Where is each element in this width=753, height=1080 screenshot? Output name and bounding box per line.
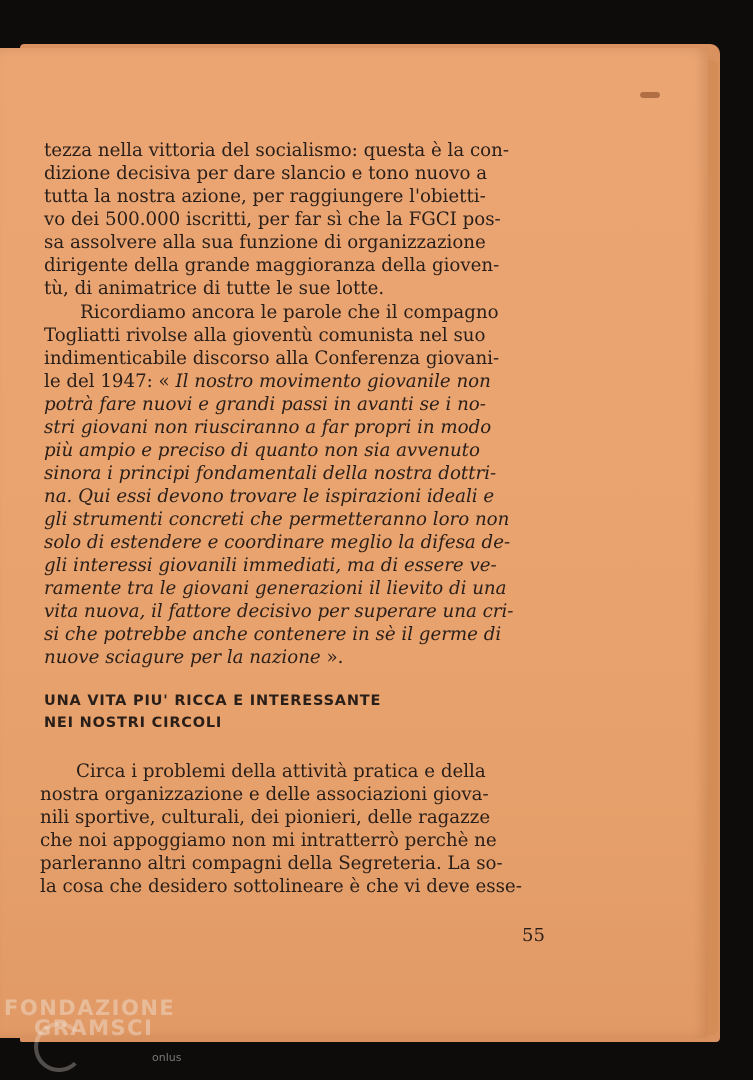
text-line: tutta la nostra azione, per raggiungere l'obietti- (44, 186, 486, 207)
text-line: indimenticabile discorso alla Conferenza giovani- (44, 348, 500, 369)
page-number: 55 (522, 925, 545, 946)
quote-line: potrà fare nuovi e grandi passi in avanti se i no- (44, 394, 486, 415)
quote-text: Il nostro movimento giovanile non (175, 371, 491, 392)
watermark-g-icon (34, 1022, 84, 1072)
section-heading (44, 690, 381, 734)
quote-line: nuove sciagure per la nazione (44, 647, 321, 668)
text-line: nostra organizzazione e delle associazioni giova- (40, 784, 489, 805)
text-line: dizione decisiva per dare slancio e tono nuovo a (44, 163, 488, 184)
watermark-suffix: onlus (152, 1051, 182, 1064)
text-line: che noi appoggiamo non mi intratterrò perchè ne (40, 830, 497, 851)
text-line: Ricordiamo ancora le parole che il compagno (80, 302, 499, 323)
text-line: la cosa che desidero sottolineare è che vi deve esse- (40, 876, 522, 897)
quote-line: sinora i principi fondamentali della nostra dottri- (44, 463, 497, 484)
text-line: tù, di animatrice di tutte le sue lotte. (44, 278, 385, 299)
quote-intro: le del 1947: « (44, 371, 176, 392)
text-line (44, 370, 560, 393)
section-heading-line-2: NEI NOSTRI CIRCOLI (44, 715, 223, 731)
quote-closing: ». (320, 647, 344, 668)
text-line: Togliatti rivolse alla gioventù comunista nel suo (44, 325, 486, 346)
quote-line: ramente tra le giovani generazioni il lievito di una (44, 578, 507, 599)
paper-stain (640, 92, 660, 98)
quote-line: si che potrebbe anche contenere in sè il germe di (44, 624, 502, 645)
paragraph-1 (44, 139, 560, 300)
quote-line: più ampio e preciso di quanto non sia avvenuto (44, 440, 480, 461)
watermark-logo (4, 996, 182, 1064)
paragraph-2-quote (44, 301, 560, 669)
text-line (44, 646, 560, 669)
section-heading-line-1: UNA VITA PIU' RICCA E INTERESSANTE (44, 693, 382, 709)
text-line: tezza nella vittoria del socialismo: questa è la con- (44, 140, 509, 161)
text-line: dirigente della grande maggioranza della gioven- (44, 255, 500, 276)
quote-line: solo di estendere e coordinare meglio la difesa de- (44, 532, 511, 553)
watermark-line-1: FONDAZIONE (4, 996, 176, 1020)
text-line: sa assolvere alla sua funzione di organizzazione (44, 232, 486, 253)
quote-line: na. Qui essi devono trovare le ispirazioni ideali e (44, 486, 495, 507)
quote-line: vita nuova, il fattore decisivo per superare una cri- (44, 601, 514, 622)
quote-line: gli strumenti concreti che permetteranno loro non (44, 509, 510, 530)
quote-line: stri giovani non riusciranno a far propri in modo (44, 417, 492, 438)
watermark-line-2: GRAMSCI (34, 1016, 154, 1040)
text-line: parleranno altri compagni della Segreteria. La so- (40, 853, 503, 874)
paragraph-3 (40, 760, 550, 898)
quote-line: gli interessi giovanili immediati, ma di essere ve- (44, 555, 497, 576)
text-line: nili sportive, culturali, dei pionieri, delle ragazze (40, 807, 491, 828)
text-line: Circa i problemi della attività pratica e della (76, 761, 486, 782)
text-line: vo dei 500.000 iscritti, per far sì che la FGCI pos- (44, 209, 501, 230)
